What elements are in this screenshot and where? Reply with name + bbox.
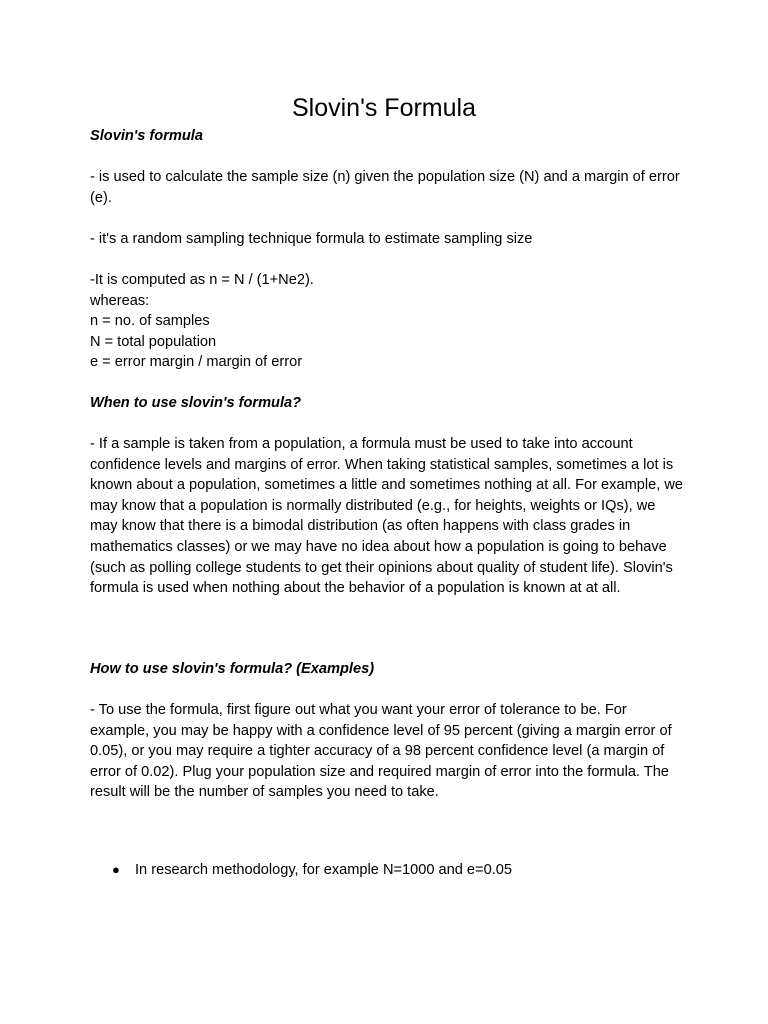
bullet-icon: ●	[112, 862, 120, 877]
section-heading-slovins-formula: Slovin's formula	[90, 128, 203, 144]
definition-e: e = error margin / margin of error	[90, 354, 303, 371]
paragraph-technique: - it's a random sampling technique formula to estimate sampling size	[90, 231, 533, 247]
paragraph-definition: - is used to calculate the sample size (n) given the population size (N) and a margin of error (e).	[90, 169, 680, 206]
paragraph-how-to-use: - To use the formula, first figure out what you want your error of tolerance to be. For example, you may be happy with a confidence level of 95 percent (giving a margin error of 0.05), or you may require a tighter accuracy of a 98 percent confidence level (a margin of error of 0.02). Plug your population size and required margin of error into the formula. The result will be the number of samples you need to take.	[90, 702, 672, 801]
definition-n: n = no. of samples	[90, 313, 210, 330]
section-heading-how-to-use: How to use slovin's formula? (Examples)	[90, 661, 375, 677]
section-heading-when-to-use: When to use slovin's formula?	[90, 395, 302, 411]
list-item-text: In research methodology, for example N=1000 and e=0.05	[135, 862, 512, 878]
list-item	[112, 860, 512, 881]
page-title: Slovin's Formula	[292, 94, 476, 122]
definition-N: N = total population	[90, 333, 217, 350]
paragraph-when-to-use: - If a sample is taken from a population, a formula must be used to take into account confidence levels and margins of error. When taking statistical samples, sometimes a lot is known about a population, sometimes a little and sometimes nothing at all. For example, we may know that a population is normally distributed (e.g., for heights, weights or IQs), we may know that there is a bimodal distribution (as often happens with class grades in mathematics classes) or we may have no idea about how a population is going to behave (such as polling college students to get their opinions about quality of student life). Slovin's formula is used when nothing about the behavior of a population is known at at all.	[90, 436, 683, 597]
formula-line: -It is computed as n = N / (1+Ne2).	[90, 272, 314, 288]
whereas-line: whereas:	[90, 292, 150, 309]
formula-block	[90, 270, 686, 373]
